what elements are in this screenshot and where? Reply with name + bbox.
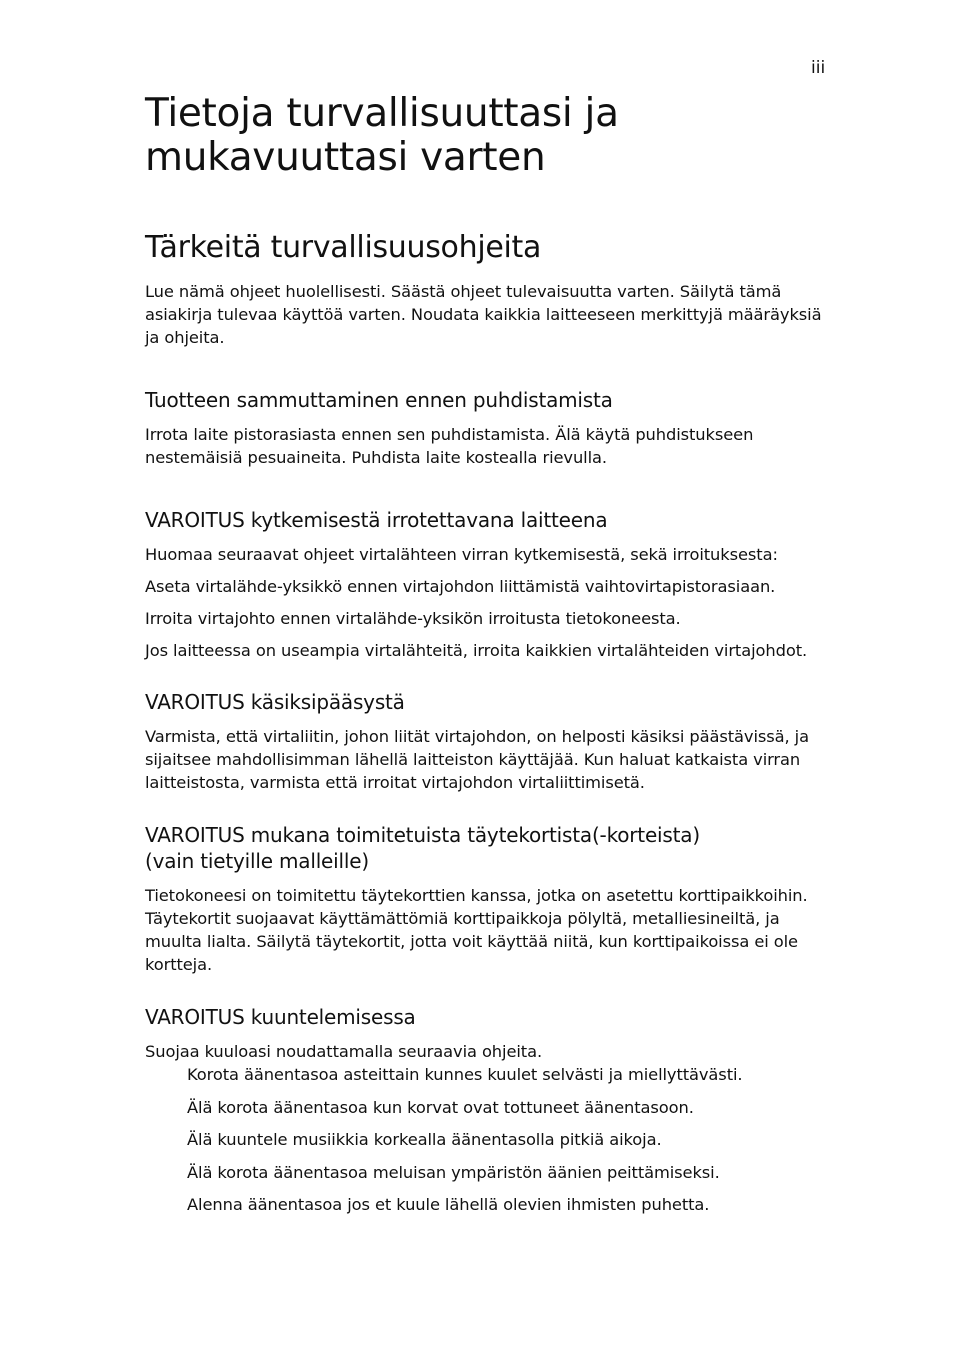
section-heading: VAROITUS käsiksipääsystä: [145, 690, 405, 714]
section-paragraph: Irroita virtajohto ennen virtalähde-yksikön irroitusta tietokoneesta.: [145, 609, 681, 628]
section-heading: VAROITUS kuuntelemisessa: [145, 1005, 416, 1029]
list-item: Älä kuuntele musiikkia korkealla äänentasolla pitkiä aikoja.: [187, 1130, 662, 1149]
section-heading: Tuotteen sammuttaminen ennen puhdistamista: [145, 388, 613, 412]
section-paragraph: Varmista, että virtaliitin, johon liität virtajohdon, on helposti käsiksi päästävissä, ja sijaitsee mahdollisimman lähellä laitteiston käyttäjää. Kun haluat katkaista virran laitteistosta, varmista että irroitat virtajohdon virtaliittimisetä.: [145, 727, 809, 792]
section-paragraph: Tietokoneesi on toimitettu täytekorttien kanssa, jotka on asetettu korttipaikkoihin. Täytekortit suojaavat käyttämättömiä korttipaikkoja pölyltä, metalliesineiltä, ja muulta lialta. Säilytä täytekortit, jotta voit käyttää niitä, kun korttipaikoissa ei ole kortteja.: [145, 886, 808, 974]
section-heading-line: (vain tietyille malleille): [145, 849, 369, 873]
listening-list: [145, 1063, 835, 1216]
section-title: Tärkeitä turvallisuusohjeita: [145, 230, 542, 265]
list-item: Alenna äänentasoa jos et kuule lähellä olevien ihmisten puhetta.: [187, 1195, 710, 1214]
section-accessibility: [145, 689, 835, 794]
section-cleaning: [145, 387, 835, 469]
section-heading-line: VAROITUS mukana toimitetuista täytekortista(-korteista): [145, 823, 700, 847]
section-paragraph: Aseta virtalähde-yksikkö ennen virtajohdon liittämistä vaihtovirtapistorasiaan.: [145, 577, 776, 596]
section-filler-cards: [145, 822, 835, 976]
section-listening: [145, 1004, 835, 1216]
section-heading: [145, 822, 835, 874]
section-heading: VAROITUS kytkemisestä irrotettavana laitteena: [145, 508, 608, 532]
page-number: iii: [811, 58, 826, 78]
section-disconnect: [145, 507, 835, 662]
section-paragraph: Suojaa kuuloasi noudattamalla seuraavia ohjeita.: [145, 1042, 543, 1061]
section-paragraph: Jos laitteessa on useampia virtalähteitä, irroita kaikkien virtalähteiden virtajohdot.: [145, 641, 808, 660]
page-title: Tietoja turvallisuuttasi ja mukavuuttasi varten: [145, 91, 619, 180]
section-paragraph: Irrota laite pistorasiasta ennen sen puhdistamista. Älä käytä puhdistukseen nestemäisiä pesuaineita. Puhdista laite kostealla rievulla.: [145, 425, 754, 467]
list-item: Korota äänentasoa asteittain kunnes kuulet selvästi ja miellyttävästi.: [187, 1065, 743, 1084]
section-paragraph: Huomaa seuraavat ohjeet virtalähteen virran kytkemisestä, sekä irroituksesta:: [145, 545, 778, 564]
list-item: Älä korota äänentasoa kun korvat ovat tottuneet äänentasoon.: [187, 1097, 694, 1117]
document-body: [145, 92, 835, 1216]
list-item: Älä korota äänentasoa meluisan ympäristön äänien peittämiseksi.: [187, 1162, 720, 1182]
intro-paragraph: Lue nämä ohjeet huolellisesti. Säästä ohjeet tulevaisuutta varten. Säilytä tämä asiakirja tulevaa käyttöä varten. Noudata kaikkia laitteeseen merkittyjä määräyksiä ja ohjeita.: [145, 282, 822, 347]
